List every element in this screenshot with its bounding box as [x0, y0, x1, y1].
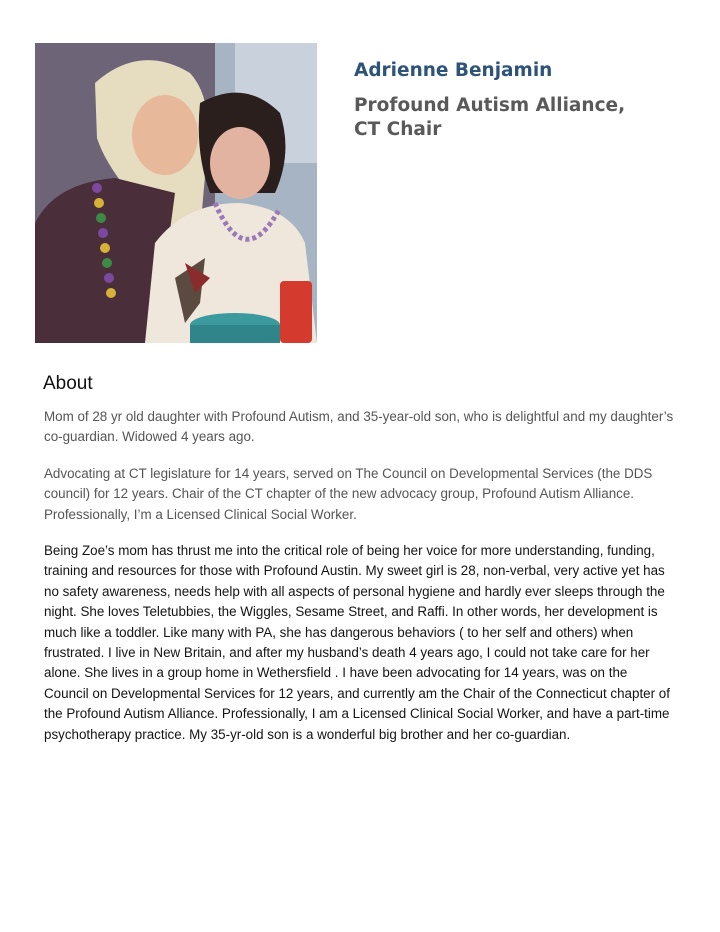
photo-illustration [35, 43, 317, 343]
profile-photo [35, 43, 317, 343]
about-paragraph-3: Being Zoe’s mom has thrust me into the critical role of being her voice for more understanding, funding, training and resources for those with Profound Austin. My sweet girl is 28, non-verbal, very active yet has no safety awareness, needs help with all aspects of personal hygiene and hardly ever sleeps through the night. She loves Teletubbies, the Wiggles, Sesame Street, and Raffi. In other words, her development is much like a toddler. Like many with PA, she has dangerous behaviors ( to her self and others) when frustrated. I live in New Britain, and after my husband’s death 4 years ago, I could not take care for her alone. She lives in a group home in Wethersfield . I have been advocating for 14 years, was on the Council on Developmental Services for 12 years, and currently am the Chair of the Connecticut chapter of the Profound Autism Alliance. Professionally, I am a Licensed Clinical Social Worker, and have a part-time psychotherapy practice. My 35-yr-old son is a wonderful big brother and her co-guardian. [44, 543, 670, 742]
about-paragraph-2: Advocating at CT legislature for 14 years, served on The Council on Developmental Services (the DDS council) for 12 years. Chair of the CT chapter of the new advocacy group, Profound Autism Alliance. Professionally, I’m a Licensed Clinical Social Worker. [44, 466, 653, 522]
profile-header [354, 58, 694, 142]
organization-title-line1: Profound Autism Alliance, [354, 95, 626, 116]
about-heading: About [43, 373, 93, 394]
organization-title-line2: CT Chair [354, 119, 442, 140]
person-name: Adrienne Benjamin [354, 60, 553, 81]
about-paragraph-1: Mom of 28 yr old daughter with Profound Autism, and 35-year-old son, who is delightful and my daughter’s co-guardian. Widowed 4 years ago. [44, 409, 674, 445]
